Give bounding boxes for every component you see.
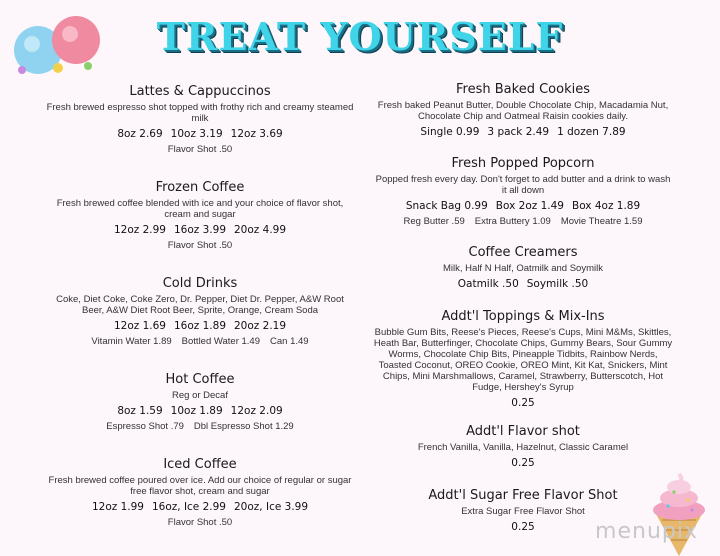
price-line	[44, 128, 356, 141]
price-item: 12oz 3.69	[230, 128, 283, 140]
price-item: 20oz, Ice 3.99	[234, 501, 309, 513]
section-heading: Addt'l Toppings & Mix-Ins	[441, 309, 605, 324]
price-item: 10oz 3.19	[170, 128, 223, 140]
section-description: Coke, Diet Coke, Coke Zero, Dr. Pepper, Diet Dr. Pepper, A&W Root Beer, A&W Diet Root Beer, Sprite, Orange, Cream Soda	[56, 294, 344, 316]
extras-line	[44, 421, 356, 433]
section-description: French Vanilla, Vanilla, Hazelnut, Classic Caramel	[417, 442, 629, 453]
price-item: 12oz 2.99	[113, 224, 166, 236]
extras-line	[372, 216, 674, 228]
price-item: 8oz 1.59	[117, 405, 163, 417]
section-heading: Addt'l Sugar Free Flavor Shot	[428, 488, 618, 503]
extra-item: Can 1.49	[270, 336, 309, 347]
price-item: 0.25	[511, 521, 535, 533]
section-heading: Hot Coffee	[165, 372, 235, 387]
section-heading: Iced Coffee	[163, 457, 237, 472]
price-item: Snack Bag 0.99	[405, 200, 488, 212]
menupix-watermark: menupix	[595, 519, 698, 544]
extra-item: Reg Butter .59	[403, 216, 465, 227]
extra-item: Espresso Shot .79	[106, 421, 184, 432]
section-description: Fresh baked Peanut Butter, Double Chocolate Chip, Macadamia Nut, Chocolate Chip and Oatmeal Raisin cookies daily.	[377, 100, 669, 122]
price-item: Box 4oz 1.89	[571, 200, 641, 212]
extra-item: Flavor Shot .50	[167, 517, 233, 528]
price-item: Single 0.99	[420, 126, 480, 138]
price-item: 12oz 1.69	[113, 320, 166, 332]
section-cold-drinks	[44, 276, 356, 348]
extra-item: Vitamin Water 1.89	[91, 336, 172, 347]
section-creamers	[372, 245, 674, 291]
price-item: 16oz 3.99	[173, 224, 226, 236]
price-line	[372, 278, 674, 291]
price-line	[44, 320, 356, 333]
price-item: 12oz 1.99	[91, 501, 144, 513]
section-cookies	[372, 82, 674, 139]
price-line	[372, 397, 674, 410]
section-iced-coffee	[44, 457, 356, 529]
section-heading: Fresh Baked Cookies	[456, 82, 590, 97]
extras-line	[44, 336, 356, 348]
section-heading: Lattes & Cappuccinos	[129, 84, 271, 99]
price-item: 20oz 2.19	[234, 320, 287, 332]
section-heading: Coffee Creamers	[468, 245, 578, 260]
price-item: 12oz 2.09	[230, 405, 283, 417]
section-popcorn	[372, 156, 674, 228]
section-hot-coffee	[44, 372, 356, 433]
price-item: 16oz, Ice 2.99	[151, 501, 226, 513]
section-flavor-shot	[372, 424, 674, 470]
price-item: 20oz 4.99	[234, 224, 287, 236]
price-item: 0.25	[511, 397, 535, 409]
section-description: Fresh brewed coffee poured over ice. Add our choice of regular or sugar free flavor shot, cream and sugar	[48, 475, 352, 497]
section-description: Extra Sugar Free Flavor Shot	[461, 506, 585, 517]
section-lattes	[44, 84, 356, 156]
extras-line	[44, 517, 356, 529]
extra-item: Extra Buttery 1.09	[474, 216, 551, 227]
price-item: 0.25	[511, 457, 535, 469]
section-description: Popped fresh every day. Don't forget to add butter and a drink to wash it all down	[375, 174, 671, 196]
extra-item: Dbl Espresso Shot 1.29	[193, 421, 294, 432]
section-description: Reg or Decaf	[172, 390, 228, 401]
extras-line	[44, 240, 356, 252]
price-line	[372, 126, 674, 139]
section-heading: Frozen Coffee	[155, 180, 245, 195]
section-description: Fresh brewed coffee blended with ice and your choice of flavor shot, cream and sugar	[56, 198, 344, 220]
extras-line	[44, 144, 356, 156]
price-item: 16oz 1.89	[173, 320, 226, 332]
extra-item: Flavor Shot .50	[167, 240, 233, 251]
section-description: Milk, Half N Half, Oatmilk and Soymilk	[443, 263, 603, 274]
section-toppings	[372, 309, 674, 410]
section-description: Fresh brewed espresso shot topped with frothy rich and creamy steamed milk	[46, 102, 354, 124]
price-item: 10oz 1.89	[170, 405, 223, 417]
section-heading: Fresh Popped Popcorn	[451, 156, 595, 171]
price-line	[44, 405, 356, 418]
price-item: Soymilk .50	[526, 278, 589, 290]
extra-item: Flavor Shot .50	[167, 144, 233, 155]
section-description: Bubble Gum Bits, Reese's Pieces, Reese's Cups, Mini M&Ms, Skittles, Heath Bar, Butterfinger, Chocolate Chips, Gummy Bears, Sour Gummy Worms, Chocolate Chip Bits, Pineapple Tidbits, Rainbow Nerds, Toasted Coconut, OREO Cookie, OREO Mint, Kit Kat, Snickers, Mint Chips, Mini Marshmallows, Caramel, Strawberry, Butterscotch, Hot Fudge, Hershey's Syrup	[373, 327, 673, 393]
extra-item: Movie Theatre 1.59	[560, 216, 643, 227]
extra-item: Bottled Water 1.49	[181, 336, 261, 347]
price-item: 3 pack 2.49	[487, 126, 550, 138]
section-heading: Cold Drinks	[162, 276, 238, 291]
menu-title: TREAT YOURSELF	[156, 14, 564, 59]
price-line	[44, 224, 356, 237]
section-heading: Addt'l Flavor shot	[466, 424, 580, 439]
section-frozen-coffee	[44, 180, 356, 252]
price-item: 8oz 2.69	[117, 128, 163, 140]
price-line	[372, 200, 674, 213]
price-item: Oatmilk .50	[457, 278, 519, 290]
price-item: 1 dozen 7.89	[557, 126, 626, 138]
price-line	[44, 501, 356, 514]
price-line	[372, 457, 674, 470]
price-item: Box 2oz 1.49	[495, 200, 564, 212]
